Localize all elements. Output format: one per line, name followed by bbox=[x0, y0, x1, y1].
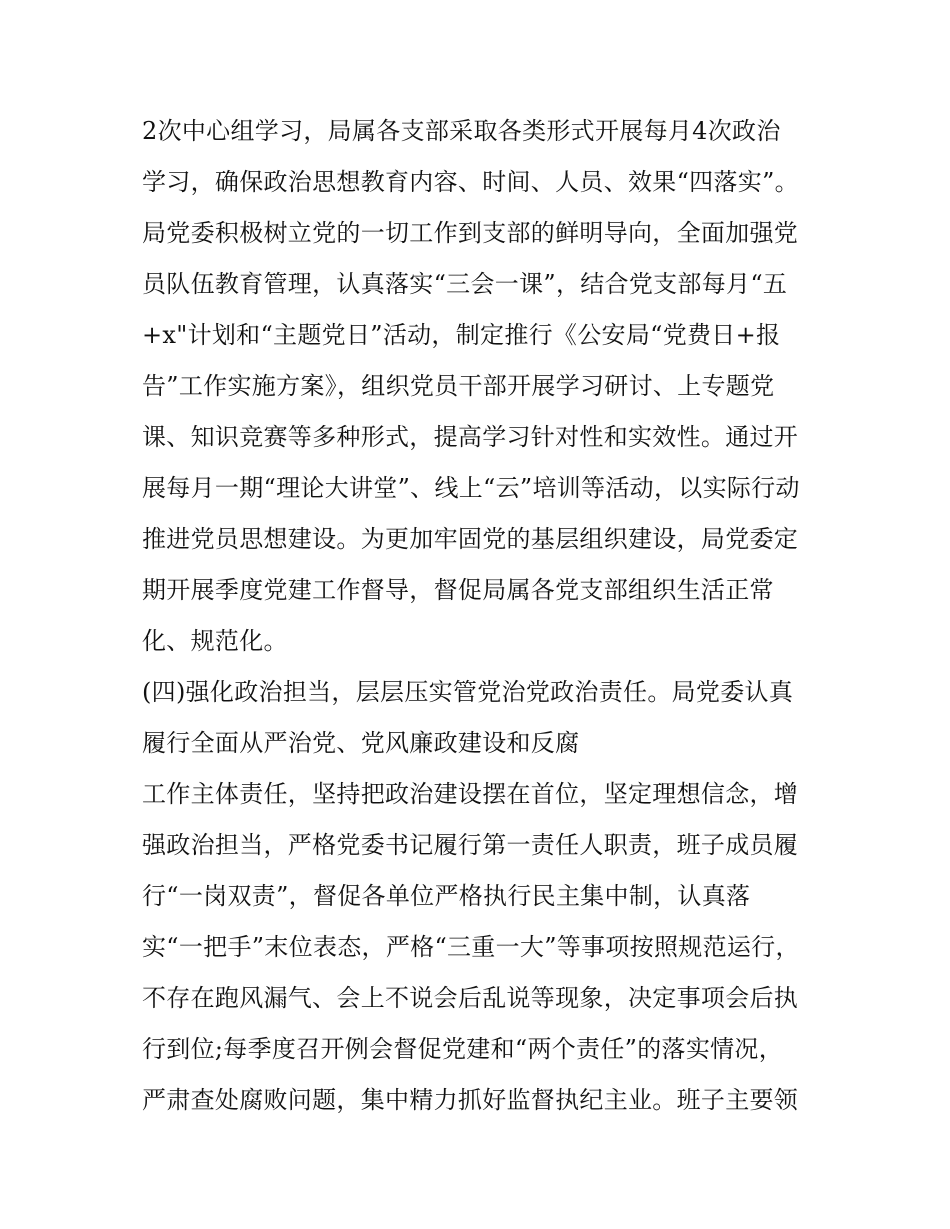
text-line: 履行全面从严治党、党风廉政建设和反腐 bbox=[142, 729, 580, 757]
text-line: 课、知识竞赛等多种形式，提高学习针对性和实效性。通过开 bbox=[142, 423, 799, 451]
text-line: 员队伍教育管理，认真落实“三会一课”，结合党支部每月“五 bbox=[142, 270, 788, 298]
text-line: 学习，确保政治思想教育内容、时间、人员、效果“四落实”。 bbox=[142, 168, 799, 196]
text-line: 行到位;每季度召开例会督促党建和“两个责任”的落实情况， bbox=[142, 1035, 784, 1063]
text-line: +x"计划和“主题党日”活动，制定推行《公安局“党费日+报 bbox=[142, 321, 781, 349]
text-line: 行“一岗双责”，督促各单位严格执行民主集中制，认真落 bbox=[142, 882, 751, 910]
text-line: 推进党员思想建设。为更加牢固党的基层组织建设，局党委定 bbox=[142, 525, 799, 553]
text-line: 2次中心组学习，局属各支部采取各类形式开展每月4次政治 bbox=[142, 117, 781, 145]
text-line: 实“一把手”末位表态，严格“三重一大”等事项按照规范运行， bbox=[142, 933, 800, 961]
text-line: 严肃查处腐败问题，集中精力抓好监督执纪主业。班子主要领 bbox=[142, 1086, 799, 1114]
section-heading-line: (四)强化政治担当，层层压实管党治党政治责任。局党委认真 bbox=[142, 678, 794, 706]
text-line: 强政治担当，严格党委书记履行第一责任人职责，班子成员履 bbox=[142, 831, 799, 859]
text-line: 期开展季度党建工作督导，督促局属各党支部组织生活正常 bbox=[142, 576, 774, 604]
text-line: 局党委积极树立党的一切工作到支部的鲜明导向，全面加强党 bbox=[142, 219, 799, 247]
text-line: 化、规范化。 bbox=[142, 627, 288, 655]
body-text bbox=[142, 106, 832, 1126]
text-line: 告”工作实施方案》，组织党员干部开展学习研讨、上专题党 bbox=[142, 372, 775, 400]
text-line: 工作主体责任，坚持把政治建设摆在首位，坚定理想信念，增 bbox=[142, 780, 799, 808]
text-line: 不存在跑风漏气、会上不说会后乱说等现象，决定事项会后执 bbox=[142, 984, 799, 1012]
text-line: 展每月一期“理论大讲堂”、线上“云”培训等活动，以实际行动 bbox=[142, 474, 800, 502]
